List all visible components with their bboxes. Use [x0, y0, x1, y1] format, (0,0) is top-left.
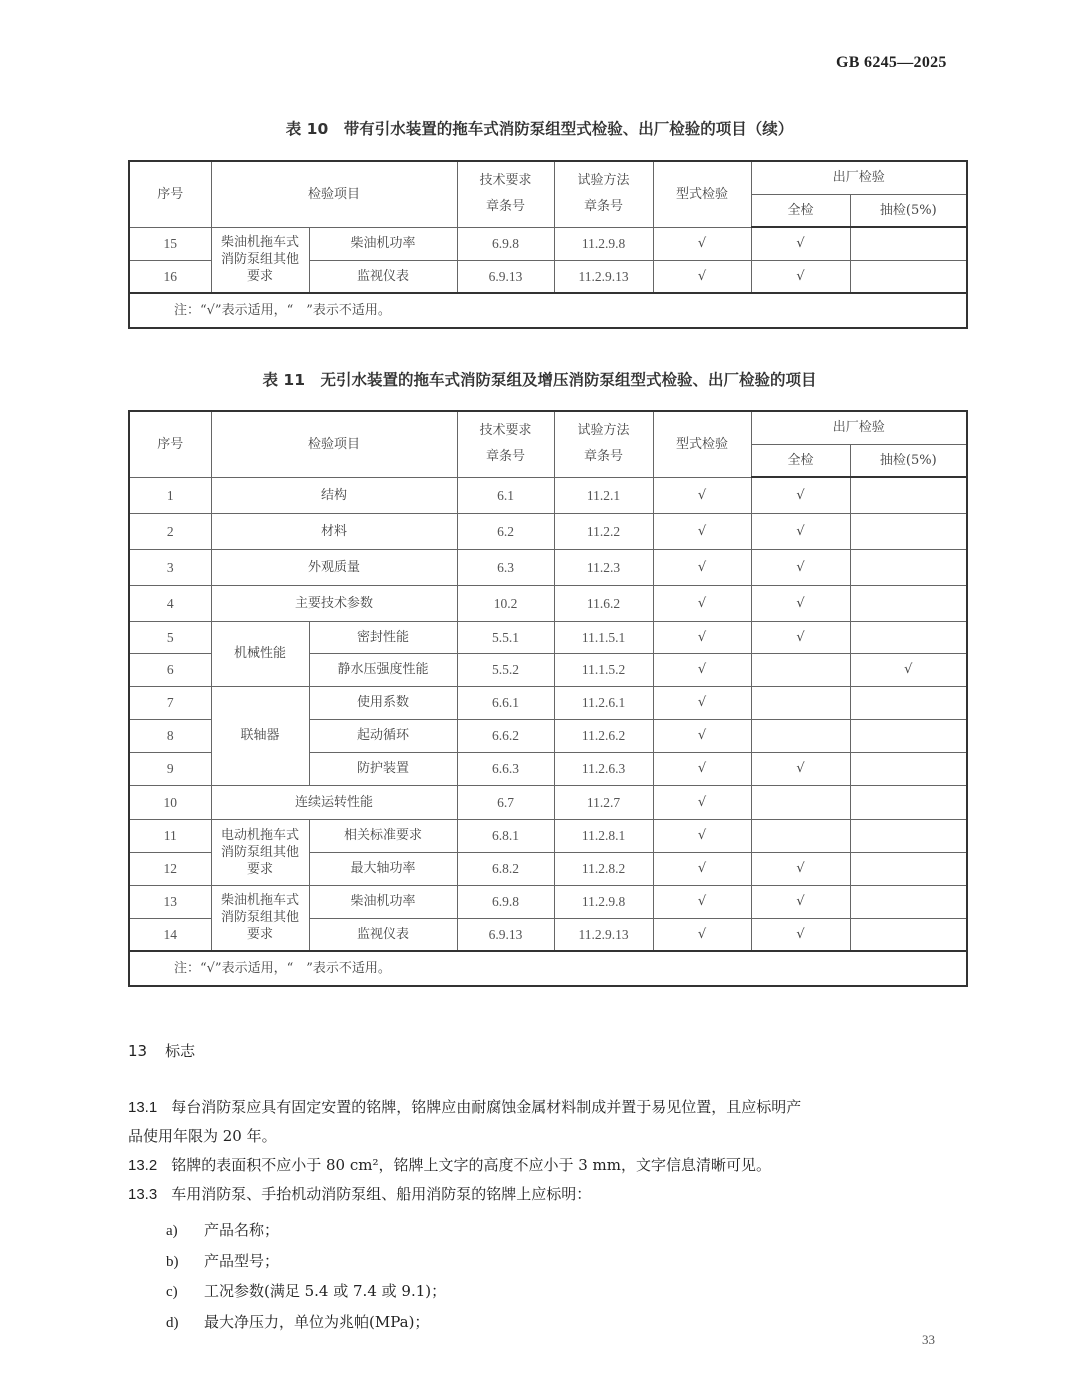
row-method: 11.2.2 [554, 513, 653, 549]
row-no: 7 [129, 686, 211, 719]
marking-list [166, 1216, 446, 1338]
header-test-method-line1: 试验方法 [577, 423, 630, 439]
row-no: 13 [129, 885, 211, 918]
table-row [129, 477, 967, 513]
row-sample-check [850, 852, 967, 885]
header-item: 检验项目 [211, 161, 457, 227]
row-sample-check [850, 549, 967, 585]
row-type-check: √ [653, 513, 751, 549]
list-item [166, 1308, 446, 1339]
row-sample-check [850, 260, 967, 293]
row-item: 柴油机功率 [309, 227, 457, 260]
row-no: 1 [129, 477, 211, 513]
row-req: 5.5.1 [457, 621, 554, 653]
row-type-check: √ [653, 477, 751, 513]
clause-number: 13.1 [128, 1099, 158, 1116]
header-sample-check: 抽检(5%) [850, 444, 967, 477]
row-req: 6.8.2 [457, 852, 554, 885]
row-type-check: √ [653, 918, 751, 951]
list-text: 最大净压力，单位为兆帕(MPa)； [204, 1312, 430, 1331]
row-req: 6.1 [457, 477, 554, 513]
header-test-method-line2: 章条号 [584, 449, 624, 465]
header-item: 检验项目 [211, 411, 457, 477]
section-heading [128, 1040, 195, 1061]
row-full-check: √ [751, 260, 850, 293]
row-sample-check [850, 785, 967, 819]
row-type-check: √ [653, 621, 751, 653]
row-req: 6.7 [457, 785, 554, 819]
group-mechanical-label: 机械性能 [211, 621, 309, 686]
section-title: 标志 [165, 1042, 196, 1060]
row-method: 11.2.6.1 [554, 686, 653, 719]
row-sample-check [850, 885, 967, 918]
row-method: 11.1.5.1 [554, 621, 653, 653]
row-full-check: √ [751, 918, 850, 951]
row-req: 6.9.8 [457, 227, 554, 260]
row-full-check: √ [751, 885, 850, 918]
row-type-check: √ [653, 686, 751, 719]
table-note-row [129, 951, 967, 986]
row-sample-check: √ [850, 653, 967, 686]
row-full-check: √ [751, 852, 850, 885]
table-note: 注：“√”表示适用，“ ”表示不适用。 [129, 293, 967, 328]
row-method: 11.2.9.13 [554, 918, 653, 951]
table-row [129, 885, 967, 918]
row-item: 监视仪表 [309, 918, 457, 951]
table-row [129, 686, 967, 719]
row-type-check: √ [653, 585, 751, 621]
row-type-check: √ [653, 719, 751, 752]
table-header-row [129, 161, 967, 194]
row-full-check: √ [751, 549, 850, 585]
row-full-check: √ [751, 621, 850, 653]
row-sample-check [850, 477, 967, 513]
row-sample-check [850, 686, 967, 719]
row-no: 9 [129, 752, 211, 785]
header-no: 序号 [129, 161, 211, 227]
row-item: 相关标准要求 [309, 819, 457, 852]
row-no: 14 [129, 918, 211, 951]
row-no: 2 [129, 513, 211, 549]
header-factory-test: 出厂检验 [751, 411, 967, 444]
list-marker: c) [166, 1284, 178, 1300]
row-req: 6.9.8 [457, 885, 554, 918]
clause-number: 13.2 [128, 1157, 158, 1174]
header-tech-req [457, 161, 554, 227]
row-full-check [751, 686, 850, 719]
row-type-check: √ [653, 885, 751, 918]
row-item: 连续运转性能 [211, 785, 457, 819]
row-req: 6.6.2 [457, 719, 554, 752]
page-number: 33 [922, 1332, 935, 1347]
clause-13-1 [128, 1093, 973, 1151]
clause-text-continued: 品使用年限为 20 年。 [128, 1127, 277, 1145]
row-no: 12 [129, 852, 211, 885]
row-type-check: √ [653, 549, 751, 585]
row-method: 11.2.1 [554, 477, 653, 513]
header-factory-test: 出厂检验 [751, 161, 967, 194]
row-type-check: √ [653, 260, 751, 293]
row-no: 3 [129, 549, 211, 585]
header-no: 序号 [129, 411, 211, 477]
row-type-check: √ [653, 653, 751, 686]
table-row [129, 621, 967, 653]
row-full-check: √ [751, 752, 850, 785]
row-no: 15 [129, 227, 211, 260]
row-item: 防护装置 [309, 752, 457, 785]
list-item [166, 1247, 446, 1278]
clause-text: 车用消防泵、手抬机动消防泵组、船用消防泵的铭牌上应标明： [171, 1185, 592, 1203]
header-tech-req-line1: 技术要求 [479, 423, 532, 439]
table-row [129, 785, 967, 819]
row-req: 6.9.13 [457, 918, 554, 951]
list-text: 产品型号； [204, 1251, 280, 1270]
row-req: 6.2 [457, 513, 554, 549]
group-diesel-label: 柴油机拖车式消防泵组其他要求 [211, 885, 309, 951]
row-method: 11.2.8.1 [554, 819, 653, 852]
row-no: 4 [129, 585, 211, 621]
clause-text: 铭牌的表面积不应小于 80 cm²，铭牌上文字的高度不应小于 3 mm，文字信息清晰可见。 [171, 1156, 771, 1174]
group-coupling-label: 联轴器 [211, 686, 309, 785]
row-full-check [751, 785, 850, 819]
row-req: 6.6.1 [457, 686, 554, 719]
row-method: 11.6.2 [554, 585, 653, 621]
table-header-row [129, 411, 967, 444]
row-req: 6.8.1 [457, 819, 554, 852]
row-item: 静水压强度性能 [309, 653, 457, 686]
row-sample-check [850, 513, 967, 549]
row-method: 11.2.8.2 [554, 852, 653, 885]
list-marker: a) [166, 1223, 178, 1239]
row-sample-check [850, 819, 967, 852]
row-type-check: √ [653, 785, 751, 819]
clause-13-3 [128, 1180, 973, 1209]
row-item: 监视仪表 [309, 260, 457, 293]
row-method: 11.2.6.2 [554, 719, 653, 752]
row-item: 结构 [211, 477, 457, 513]
row-method: 11.2.3 [554, 549, 653, 585]
row-no: 16 [129, 260, 211, 293]
header-test-method [554, 161, 653, 227]
header-full-check: 全检 [751, 194, 850, 227]
clause-text: 每台消防泵应具有固定安置的铭牌，铭牌应由耐腐蚀金属材料制成并置于易见位置，且应标明产 [171, 1098, 802, 1116]
list-text: 工况参数(满足 5.4 或 7.4 或 9.1)； [204, 1282, 447, 1300]
row-method: 11.2.9.13 [554, 260, 653, 293]
table-row [129, 819, 967, 852]
row-type-check: √ [653, 852, 751, 885]
row-full-check [751, 819, 850, 852]
list-marker: d) [166, 1314, 179, 1331]
row-type-check: √ [653, 819, 751, 852]
row-req: 6.6.3 [457, 752, 554, 785]
row-full-check: √ [751, 227, 850, 260]
table-10-title: 表 10 带有引水装置的拖车式消防泵组型式检验、出厂检验的项目（续） [285, 120, 794, 138]
header-type-test: 型式检验 [653, 411, 751, 477]
row-req: 5.5.2 [457, 653, 554, 686]
row-no: 8 [129, 719, 211, 752]
row-full-check [751, 719, 850, 752]
header-tech-req-line2: 章条号 [486, 199, 526, 215]
row-req: 6.9.13 [457, 260, 554, 293]
row-no: 10 [129, 785, 211, 819]
header-sample-check: 抽检(5%) [850, 194, 967, 227]
row-full-check: √ [751, 585, 850, 621]
row-method: 11.1.5.2 [554, 653, 653, 686]
row-sample-check [850, 719, 967, 752]
header-test-method [554, 411, 653, 477]
row-req: 10.2 [457, 585, 554, 621]
header-type-test: 型式检验 [653, 161, 751, 227]
row-item: 最大轴功率 [309, 852, 457, 885]
row-method: 11.2.7 [554, 785, 653, 819]
row-full-check: √ [751, 513, 850, 549]
header-test-method-line2: 章条号 [584, 199, 624, 215]
list-item [166, 1216, 446, 1247]
row-type-check: √ [653, 752, 751, 785]
table-11 [128, 410, 968, 987]
clause-number: 13.3 [128, 1186, 158, 1203]
header-full-check: 全检 [751, 444, 850, 477]
table-10 [128, 160, 968, 329]
row-sample-check [850, 621, 967, 653]
table-row [129, 227, 967, 260]
row-req: 6.3 [457, 549, 554, 585]
header-tech-req-line1: 技术要求 [479, 173, 532, 189]
table-row [129, 513, 967, 549]
row-item: 主要技术参数 [211, 585, 457, 621]
row-no: 11 [129, 819, 211, 852]
table-row [129, 585, 967, 621]
row-item: 密封性能 [309, 621, 457, 653]
row-sample-check [850, 227, 967, 260]
header-tech-req [457, 411, 554, 477]
header-test-method-line1: 试验方法 [577, 173, 630, 189]
row-method: 11.2.9.8 [554, 227, 653, 260]
table-note-row [129, 293, 967, 328]
list-item [166, 1277, 446, 1308]
row-item: 外观质量 [211, 549, 457, 585]
row-item: 材料 [211, 513, 457, 549]
table-row [129, 549, 967, 585]
row-type-check: √ [653, 227, 751, 260]
standard-code: GB 6245—2025 [836, 54, 947, 71]
table-note: 注：“√”表示适用，“ ”表示不适用。 [129, 951, 967, 986]
row-method: 11.2.9.8 [554, 885, 653, 918]
row-sample-check [850, 585, 967, 621]
header-tech-req-line2: 章条号 [486, 449, 526, 465]
table-11-title: 表 11 无引水装置的拖车式消防泵组及增压消防泵组型式检验、出厂检验的项目 [262, 371, 817, 389]
row-item: 起动循环 [309, 719, 457, 752]
clause-13-2 [128, 1151, 973, 1180]
group-electric-label: 电动机拖车式消防泵组其他要求 [211, 819, 309, 885]
group-diesel-label: 柴油机拖车式消防泵组其他要求 [211, 227, 309, 293]
row-no: 6 [129, 653, 211, 686]
section-number: 13 [128, 1042, 148, 1060]
row-full-check [751, 653, 850, 686]
row-method: 11.2.6.3 [554, 752, 653, 785]
row-sample-check [850, 918, 967, 951]
row-item: 柴油机功率 [309, 885, 457, 918]
row-sample-check [850, 752, 967, 785]
list-text: 产品名称； [204, 1221, 280, 1239]
row-item: 使用系数 [309, 686, 457, 719]
row-no: 5 [129, 621, 211, 653]
list-marker: b) [166, 1253, 179, 1270]
row-full-check: √ [751, 477, 850, 513]
